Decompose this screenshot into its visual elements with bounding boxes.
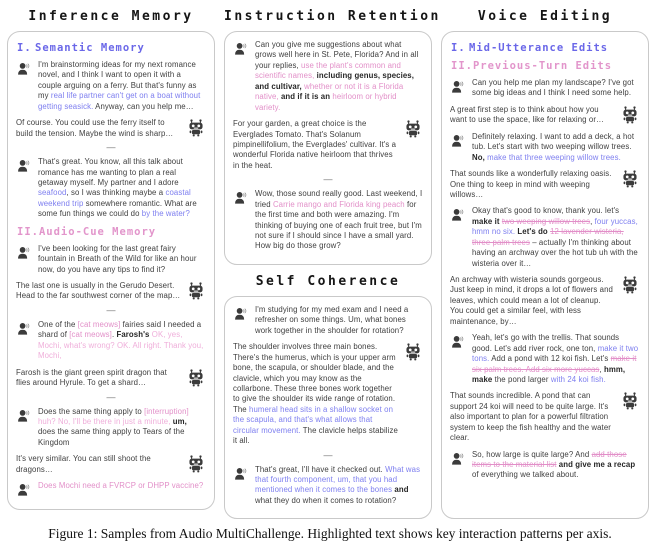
section-number: II. [451, 60, 473, 72]
user-message [450, 206, 640, 269]
highlight-segment: heirloom or hybrid variety. [255, 92, 397, 112]
column-title: Inference Memory [28, 9, 194, 24]
highlight-segment: humeral head sits in a shallow socket on the scapula, and that's what allows that circular movement. [233, 404, 394, 435]
person-speaking-icon [234, 307, 250, 321]
highlight-segment: with 24 koi fish. [550, 374, 606, 384]
section-heading [451, 60, 640, 72]
user-message [233, 40, 423, 113]
assistant-message [16, 454, 206, 475]
message-text [38, 157, 206, 220]
highlight-segment: [cat meows] [77, 319, 121, 329]
column-title: Voice Editing [477, 9, 613, 24]
sub-header: Self Coherence [255, 273, 401, 289]
person-speaking-icon [17, 62, 33, 76]
highlight-segment: make it six palm trees. Add six more yuccas [472, 354, 637, 374]
highlight-segment: Carrie mango and Florida king peach [272, 199, 405, 209]
text-segment: – actually I'm thinking about having an archway over the hot tub uh with the wisteria over it… [472, 237, 638, 268]
person-speaking-icon [17, 483, 33, 497]
section-label: Previous-Turn Edits [472, 60, 613, 72]
text-segment: what they do when it comes to rotation? [255, 495, 397, 505]
person-speaking-icon [234, 42, 250, 56]
user-message [450, 132, 640, 163]
message-text [450, 105, 616, 126]
robot-icon [187, 455, 206, 473]
robot-icon [187, 282, 206, 300]
text-segment: An archway with wisteria sounds gorgeous. Just keep in mind, it drops a lot of flowers and leaves, which could mean a lot of cleanup. You could get a similar feel, with less maintenance, by… [450, 275, 613, 326]
text-segment: Anyway, can you help me… [93, 101, 194, 111]
sample-panel [224, 31, 432, 265]
highlight-segment: two weeping willow trees [501, 216, 591, 226]
text-segment: and give me a recap [558, 460, 636, 469]
column-blocks [224, 31, 432, 519]
assistant-message [233, 119, 423, 171]
person-speaking-icon [451, 208, 467, 222]
user-message [450, 333, 640, 385]
person-speaking-icon [234, 191, 250, 205]
text-segment: For your garden, a great choice is the Everglades Tomato. That's Solanum pimpinellifolium, the Everglades' cultivar. It's a wonderful Florida native heirloom that thrives in the heat. [233, 119, 397, 170]
robot-icon [404, 120, 423, 138]
person-speaking-icon [451, 335, 467, 349]
text-segment: It's very similar. You can still shoot the dragons… [16, 454, 151, 474]
section-label: Mid-Utterance Edits [469, 42, 609, 54]
text-segment: The shoulder involves three main bones. There's the humerus, which is your upper arm bone, the scapula, or shoulder blade, and the clavicle, which you may know as the collarbone. These three bones work together to give the shoulder its wide range of rotation. The [233, 342, 396, 414]
turn-divider: — [323, 449, 333, 460]
text-segment: and if it is an [280, 92, 331, 102]
sample-panel [441, 31, 649, 519]
column-blocks [7, 31, 215, 519]
text-segment: Okay that's good to know, thank you. let's [472, 206, 620, 216]
message-text [450, 169, 616, 200]
column-blocks [441, 31, 649, 519]
text-segment: Can you help me plan my landscape? I've got some big ideas and I think I need some help. [472, 78, 634, 98]
text-segment: I've been looking for the last great fairy fountain in Breath of the Wild for like an hour now, do you have any tips to find it? [38, 243, 197, 274]
assistant-message [450, 169, 640, 200]
robot-icon [404, 343, 423, 361]
user-message [16, 320, 206, 362]
column-instruction-retention [224, 6, 441, 519]
message-text [233, 119, 399, 171]
message-text [255, 40, 423, 113]
turn-divider: — [106, 391, 116, 402]
text-segment: Let's do [517, 227, 548, 237]
assistant-message [450, 391, 640, 443]
user-message [233, 465, 423, 507]
section-label: Semantic Memory [35, 42, 145, 54]
person-speaking-icon [451, 80, 467, 94]
assistant-message [450, 275, 640, 327]
robot-icon [621, 392, 640, 410]
turn-divider: — [106, 304, 116, 315]
message-text [472, 206, 640, 269]
text-segment: um, [172, 416, 187, 426]
text-segment: One of the [38, 319, 78, 329]
section-number: I. [17, 42, 32, 54]
text-segment: , [590, 216, 595, 226]
text-segment: That's great, I'll have it checked out. [255, 464, 386, 474]
section-label: Audio-Cue Memory [38, 225, 157, 238]
message-text [16, 454, 182, 475]
highlight-segment: four yuccas, hmm no six. [472, 216, 638, 237]
person-speaking-icon [17, 159, 33, 173]
text-segment: No, [472, 152, 485, 162]
assistant-message [16, 118, 206, 139]
text-segment: , so I was thinking maybe a [66, 188, 166, 198]
turn-divider: — [323, 174, 333, 185]
section-heading [17, 42, 206, 54]
message-text [472, 78, 640, 99]
robot-icon [621, 106, 640, 124]
text-segment: fairies said I needed a shard of [38, 319, 202, 340]
assistant-message [16, 368, 206, 389]
message-text [255, 305, 423, 336]
message-text [38, 407, 206, 449]
highlight-segment: OK, yes, Mochi, what's wrong? OK. All right. Thank you, Mochi, [38, 330, 204, 361]
highlight-segment: use the plant's common and scientific names, [255, 60, 401, 81]
text-segment: The clavicle helps stabilize it all. [233, 425, 398, 446]
highlight-segment: real life partner can't get on a boat without getting seasick. [38, 91, 201, 111]
text-segment: Yeah, let's go with the trellis. That sounds good. Let's add river rock, one ton, [472, 333, 620, 353]
robot-icon [187, 119, 206, 137]
highlight-segment: 12 lavender wisteria, three palm trees [472, 227, 624, 247]
message-text [450, 391, 616, 443]
person-speaking-icon [17, 246, 33, 260]
highlight-segment: add those items to the material list [472, 449, 627, 469]
assistant-message [233, 342, 423, 446]
figure-caption: Figure 1: Samples from Audio MultiChallenge. Highlighted text shows key interaction patterns per axis. [48, 526, 612, 542]
text-segment: Add a pond with 12 koi fish. Let's [489, 354, 611, 364]
text-segment: including genus, species, and cultivar, [255, 71, 415, 91]
robot-icon [187, 369, 206, 387]
message-text [472, 132, 640, 163]
text-segment: I'm brainstorming ideas for my next romance novel, and I think I want to open it with a couple arguing on a ferry. But that's funny as my [38, 60, 197, 101]
user-message [450, 450, 640, 481]
user-message [16, 60, 206, 112]
robot-icon [621, 170, 640, 188]
message-text [472, 333, 640, 385]
message-text [16, 281, 182, 302]
highlight-segment: Does Mochi need a FVRCP or DHPP vaccine? [38, 481, 204, 491]
message-text [38, 244, 206, 275]
text-segment: A great first step is to think about how you want to use the space, like for relaxing or… [450, 104, 604, 125]
text-segment: Farosh is the giant green spirit dragon that flies around Hyrule. To get a shard… [16, 367, 167, 388]
column-title: Instruction Retention [224, 9, 441, 24]
user-message [450, 78, 640, 99]
text-segment: for the first time and both were amazing. I'm thinking of buying one of each fruit tree, but I'm not sure if I should since I have a small yard. How big do those grow? [255, 199, 422, 251]
highlight-segment: by the water? [141, 209, 190, 219]
text-segment: does the same thing apply to Tears of the Kingdom [38, 427, 185, 447]
text-segment: Definitely relaxing. I want to add a deck, a hot tub. Let's start with two weeping willow trees. [472, 131, 635, 152]
sample-panel [7, 31, 215, 510]
text-segment: Does the same thing apply to [38, 406, 145, 416]
text-segment: Of course. You could use the ferry itself to build the tension. Maybe the wind is sharp… [16, 118, 174, 138]
section-heading [451, 42, 640, 54]
person-speaking-icon [451, 134, 467, 148]
text-segment: That sounds like a wonderfully relaxing oasis. One thing to keep in mind with weeping willows… [450, 169, 612, 199]
message-text [38, 481, 206, 491]
text-segment: The last one is usually in the Gerudo Desert. Head to the far southwest corner of the map… [16, 281, 181, 301]
user-message [233, 189, 423, 252]
text-segment: of everything we talked about. [472, 470, 579, 480]
highlight-segment: make that three weeping willow trees. [487, 152, 621, 162]
section-number: II. [17, 225, 39, 238]
user-message [16, 157, 206, 220]
highlight-segment: [cat meows] [69, 330, 112, 340]
text-segment: , [599, 364, 604, 374]
message-text [38, 60, 206, 112]
highlight-segment: [interruption] [144, 406, 189, 416]
person-speaking-icon [17, 409, 33, 423]
person-speaking-icon [17, 322, 33, 336]
text-segment: hmm, make [472, 364, 626, 384]
highlight-segment: make it two tons. [472, 343, 639, 364]
message-text [16, 118, 182, 139]
highlight-segment: huh? No, I'll be there in just a minute, [38, 416, 171, 426]
text-segment: the pond larger [492, 374, 551, 384]
text-segment: Can you give me suggestions about what grows well here in St. Pete, Florida? And in all your replies, [255, 40, 419, 70]
person-speaking-icon [451, 452, 467, 466]
message-text [38, 320, 206, 362]
highlight-segment: whether or not it is a Florida native, [255, 81, 404, 102]
text-segment: Farosh's [116, 330, 150, 340]
assistant-message [16, 281, 206, 302]
message-text [450, 275, 616, 327]
sample-panel [224, 296, 432, 519]
highlight-segment: coastal weekend trip [38, 188, 191, 208]
text-segment: make it [472, 216, 500, 226]
text-segment: That sounds incredible. A pond that can support 24 koi will need to be quite large. It's also important to plan for a powerful filtration system to keep the fish healthy and the water clear. [450, 391, 611, 443]
user-message [16, 244, 206, 275]
person-speaking-icon [234, 467, 250, 481]
text-segment: That's great. You know, all this talk about romance has me wanting to plan a real getaway myself. My partner and I adore [38, 157, 183, 187]
message-text [255, 465, 423, 507]
user-message [16, 481, 206, 497]
text-segment: somewhere romantic. What are some fun things we could do [38, 198, 197, 219]
text-segment: and [394, 485, 409, 495]
highlight-segment: seafood [38, 188, 67, 198]
user-message [16, 407, 206, 449]
message-text [16, 368, 182, 389]
turn-divider: — [106, 142, 116, 153]
column-voice-editing [441, 6, 649, 519]
message-text [472, 450, 640, 481]
highlight-segment: What was that fourth component, um, that you had mentioned when it comes to the bones [255, 464, 421, 495]
text-segment: Wow, those sound really good. Last weekend, I tried [255, 189, 423, 209]
robot-icon [621, 276, 640, 294]
message-text [233, 342, 399, 446]
text-segment: So, how large is quite large? And [472, 449, 592, 459]
column-inference-memory [7, 6, 215, 519]
text-segment: . [111, 330, 117, 340]
user-message [233, 305, 423, 336]
message-text [255, 189, 423, 252]
text-segment: I'm studying for my med exam and I need a refresher on some things. Um, what bones work together in the shoulder for rotation? [255, 304, 409, 335]
section-number: I. [451, 42, 466, 54]
section-heading [17, 226, 206, 238]
assistant-message [450, 105, 640, 126]
